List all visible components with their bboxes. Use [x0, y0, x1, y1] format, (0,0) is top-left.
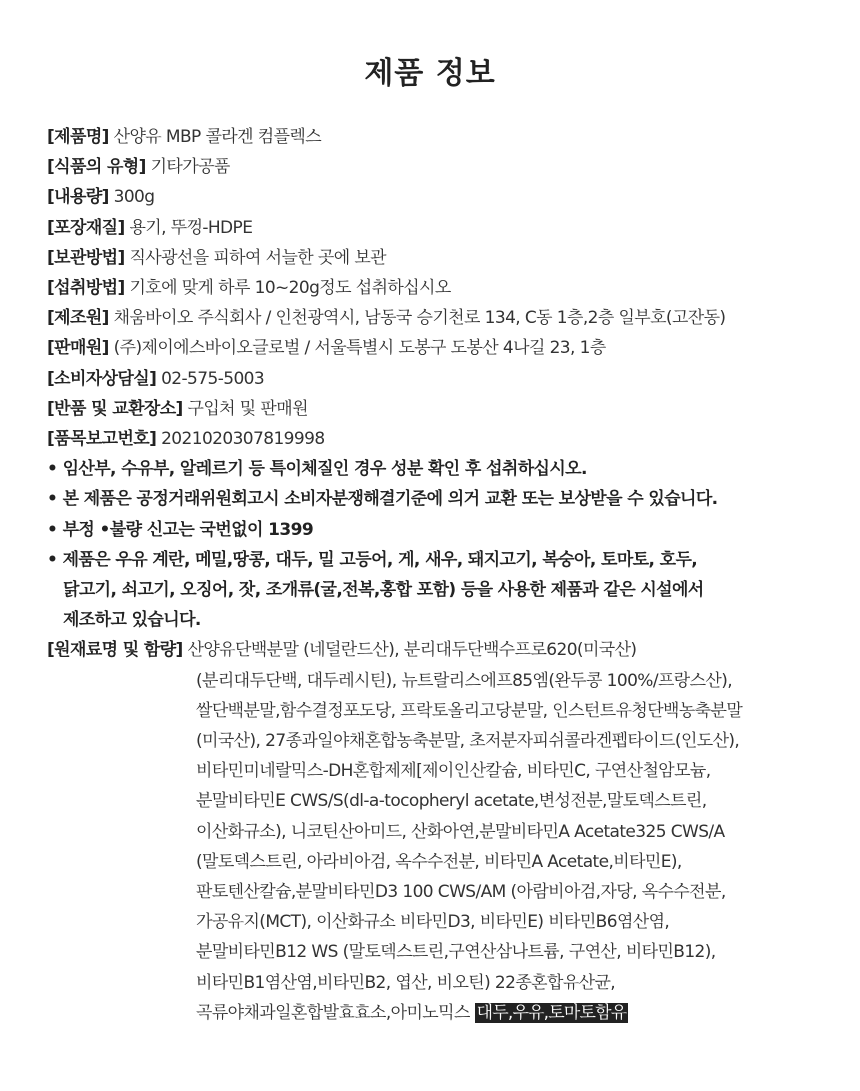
ingredients-text: 곡류야채과일혼합발효효소,아미노믹스 — [196, 1002, 475, 1023]
notice-report-hotline: • 부정 •불량 신고는 국번없이 1399 — [47, 519, 314, 540]
field-storage — [47, 243, 827, 273]
ingredients-line: 비타민미네랄믹스-DH혼합제제[제이인산칼슘, 비타민C, 구연산철암모늄, — [196, 761, 711, 782]
field-packaging — [47, 213, 827, 243]
allergy-line: • 제품은 우유 계란, 메밀,땅콩, 대두, 밀 고등어, 게, 새우, 돼지고기, 복숭아, 토마토, 호두, — [47, 549, 698, 570]
ingredients-line: 가공유지(MCT), 이산화규소 비타민D3, 비타민E) 비타민B6염산염, — [196, 912, 670, 933]
notice-pregnancy: • 임산부, 수유부, 알레르기 등 특이체질인 경우 성분 확인 후 섭취하십시오. — [47, 459, 587, 480]
field-value: 2021020307819998 — [156, 429, 325, 450]
ingredients-line: 비타민B1염산염,비타민B2, 엽산, 비오틴) 22종혼합유산균, — [196, 972, 616, 993]
field-label: [제품명] — [47, 127, 109, 147]
field-seller — [47, 333, 827, 363]
field-value: 직사광선을 피하여 서늘한 곳에 보관 — [124, 247, 386, 268]
field-label: [판매원] — [47, 338, 109, 359]
field-value: 300g — [108, 187, 155, 208]
field-consumer-center — [47, 364, 827, 394]
field-value: 기호에 맞게 하루 10~20g정도 섭취하십시오 — [124, 278, 451, 299]
field-value: 산양유 MBP 콜라겐 컴플렉스 — [108, 127, 322, 147]
page-title: 제품 정보 — [364, 56, 496, 91]
field-return-place — [47, 394, 827, 424]
field-label: [내용량] — [47, 187, 109, 208]
field-label: [소비자상담실] — [47, 368, 157, 389]
field-value: 용기, 뚜껑-HDPE — [124, 217, 253, 238]
ingredients-text: 산양유단백분말 (네덜란드산), 분리대두단백수프로620(미국산) — [182, 640, 637, 661]
allergy-line: 제조하고 있습니다. — [63, 610, 201, 631]
field-label: [섭취방법] — [47, 278, 125, 299]
notice-compensation: • 본 제품은 공정거래위원회고시 소비자분쟁해결기준에 의거 교환 또는 보상받을 수 있습니다. — [47, 489, 718, 510]
field-label: [포장재질] — [47, 217, 125, 238]
notice-allergy — [47, 545, 827, 636]
field-food-type — [47, 152, 827, 182]
field-value: 채움바이오 주식회사 / 인천광역시, 남동국 승기천로 134, C동 1층,2층 일부호(고잔동) — [108, 308, 726, 329]
ingredients-section — [47, 635, 827, 1028]
ingredients-line — [196, 998, 827, 1028]
ingredients-line: 이산화규소), 니코틴산아미드, 산화아연,분말비타민A Acetate325 CWS/A — [196, 821, 725, 842]
ingredients-label: [원재료명 및 함량] — [47, 640, 183, 661]
ingredients-line: 분말비타민B12 WS (말토덱스트린,구연산삼나트륨, 구연산, 비타민B12), — [196, 942, 716, 963]
ingredients-line: 판토텐산칼슘,분말비타민D3 100 CWS/AM (아람비아검,자당, 옥수수전분, — [196, 882, 726, 903]
field-intake — [47, 273, 827, 303]
field-manufacturer — [47, 303, 827, 333]
product-info-list — [47, 122, 827, 1028]
field-value: (주)제이에스바이오글로벌 / 서울특별시 도봉구 도봉산 4나길 23, 1층 — [108, 338, 606, 359]
field-label: [품목보고번호] — [47, 429, 157, 450]
allergen-highlight: 대두,우유,토마토함유 — [476, 1002, 627, 1023]
ingredients-line: (미국산), 27종과일야채혼합농축분말, 초저분자피쉬콜라겐펩타이드(인도산), — [196, 731, 740, 752]
field-value: 구입처 및 판매원 — [182, 398, 308, 419]
ingredients-line — [47, 635, 827, 665]
ingredients-line: 쌀단백분말,함수결정포도당, 프락토올리고당분말, 인스턴트유청단백농축분말 — [196, 700, 743, 721]
ingredients-line: (분리대두단백, 대두레시틴), 뉴트랄리스에프85엠(완두콩 100%/프랑스산), — [196, 670, 733, 691]
field-net-content — [47, 182, 827, 212]
field-label: [반품 및 교환장소] — [47, 398, 183, 419]
ingredients-line: 분말비타민E CWS/S(dl-a-tocopheryl acetate,변성전분,말토덱스트린, — [196, 791, 707, 812]
field-product-name — [47, 122, 827, 152]
field-label: [제조원] — [47, 308, 109, 329]
allergy-line: 닭고기, 쇠고기, 오징어, 잣, 조개류(굴,전복,홍합 포함) 등을 사용한 제품과 같은 시설에서 — [63, 580, 704, 601]
field-label: [식품의 유형] — [47, 157, 146, 178]
field-report-number — [47, 424, 827, 454]
field-value: 02-575-5003 — [156, 368, 265, 389]
ingredients-line: (말토덱스트린, 아라비아검, 옥수수전분, 비타민A Acetate,비타민E), — [196, 851, 682, 872]
field-value: 기타가공품 — [145, 157, 230, 178]
field-label: [보관방법] — [47, 247, 125, 268]
